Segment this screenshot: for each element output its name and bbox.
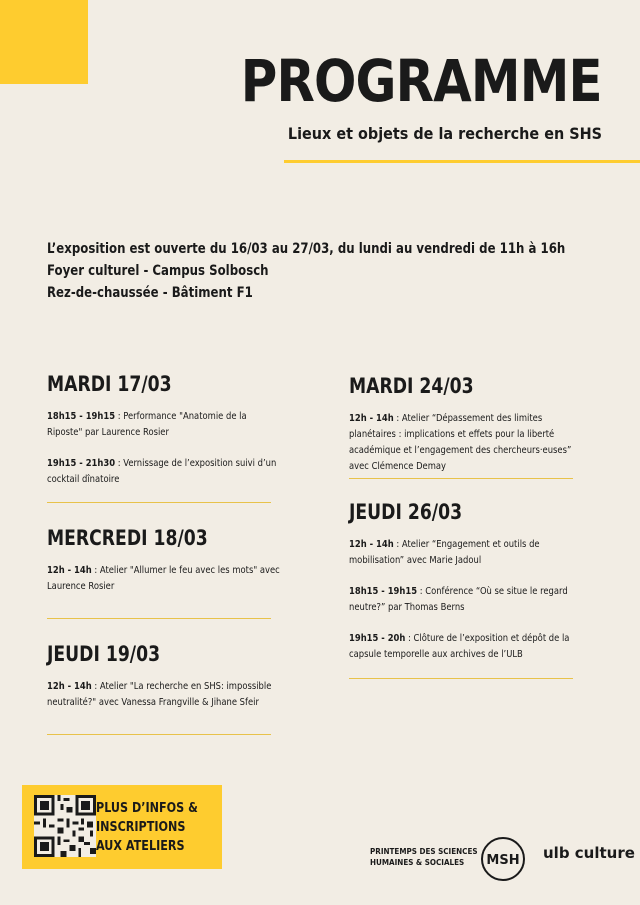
page-subtitle: Lieux et objets de la recherche en SHS: [287, 124, 602, 143]
intro-building: Rez-de-chaussée - Bâtiment F1: [47, 285, 253, 301]
day-title: MERCREDI 18/03: [47, 526, 208, 550]
event-item: 19h15 - 20h : Clôture de l’exposition et dépôt de la capsule temporelle aux archives de l’ULB: [349, 633, 570, 660]
day-separator: [47, 618, 271, 619]
schedule-left-column: [47, 372, 280, 708]
page-title: PROGRAMME: [241, 47, 602, 115]
day-separator: [47, 502, 271, 503]
day-separator: [47, 734, 271, 735]
day-separator: [349, 478, 573, 479]
event-item: 18h15 - 19h15 : Performance "Anatomie de la Riposte" par Laurence Rosier: [47, 411, 247, 438]
info-cta-box[interactable]: [22, 785, 222, 869]
intro-block: [47, 238, 640, 304]
qr-code-icon[interactable]: [34, 795, 96, 857]
event-item: 12h - 14h : Atelier “Dépassement des limites planétaires : implications et effets pour la liberté académique et l’engagement des chercheurs·euses” avec Clémence Demay: [349, 413, 572, 472]
intro-dates: L’exposition est ouverte du 16/03 au 27/03, du lundi au vendredi de 11h à 16h: [47, 241, 566, 257]
event-item: 12h - 14h : Atelier “Engagement et outils de mobilisation” avec Marie Jadoul: [349, 539, 540, 566]
day-title: JEUDI 19/03: [47, 642, 161, 666]
event-item: 18h15 - 19h15 : Conférence “Où se situe le regard neutre?” par Thomas Berns: [349, 586, 568, 613]
event-item: 12h - 14h : Atelier "La recherche en SHS: impossible neutralité?" avec Vanessa Frangville & Jihane Sfeir: [47, 681, 272, 708]
intro-venue: Foyer culturel - Campus Solbosch: [47, 263, 269, 279]
event-item: 19h15 - 21h30 : Vernissage de l’exposition suivi d’un cocktail dînatoire: [47, 458, 277, 485]
svg-text:MSH: MSH: [486, 853, 520, 868]
day-title: MARDI 24/03: [349, 374, 474, 398]
printemps-logo: PRINTEMPS DES SCIENCES HUMAINES & SOCIALES: [370, 847, 478, 867]
event-item: 12h - 14h : Atelier "Allumer le feu avec les mots" avec Laurence Rosier: [47, 565, 280, 592]
title-underline: [284, 160, 640, 163]
day-title: MARDI 17/03: [47, 372, 172, 396]
corner-accent-square: [0, 0, 88, 84]
day-block: [349, 502, 629, 678]
cta-line: INSCRIPTIONS: [96, 820, 186, 835]
day-block: [349, 376, 579, 486]
msh-logo: [480, 836, 526, 882]
day-block: [47, 644, 327, 734]
ulb-culture-logo: ulb culture: [543, 844, 635, 862]
day-title: JEUDI 26/03: [349, 500, 463, 524]
cta-line: PLUS D’INFOS &: [96, 801, 198, 816]
day-block: [47, 528, 327, 618]
cta-line: AUX ATELIERS: [96, 839, 185, 854]
schedule-right-column: [349, 374, 579, 660]
day-separator: [349, 678, 573, 679]
cta-text: [96, 799, 198, 856]
day-block: [47, 374, 277, 500]
